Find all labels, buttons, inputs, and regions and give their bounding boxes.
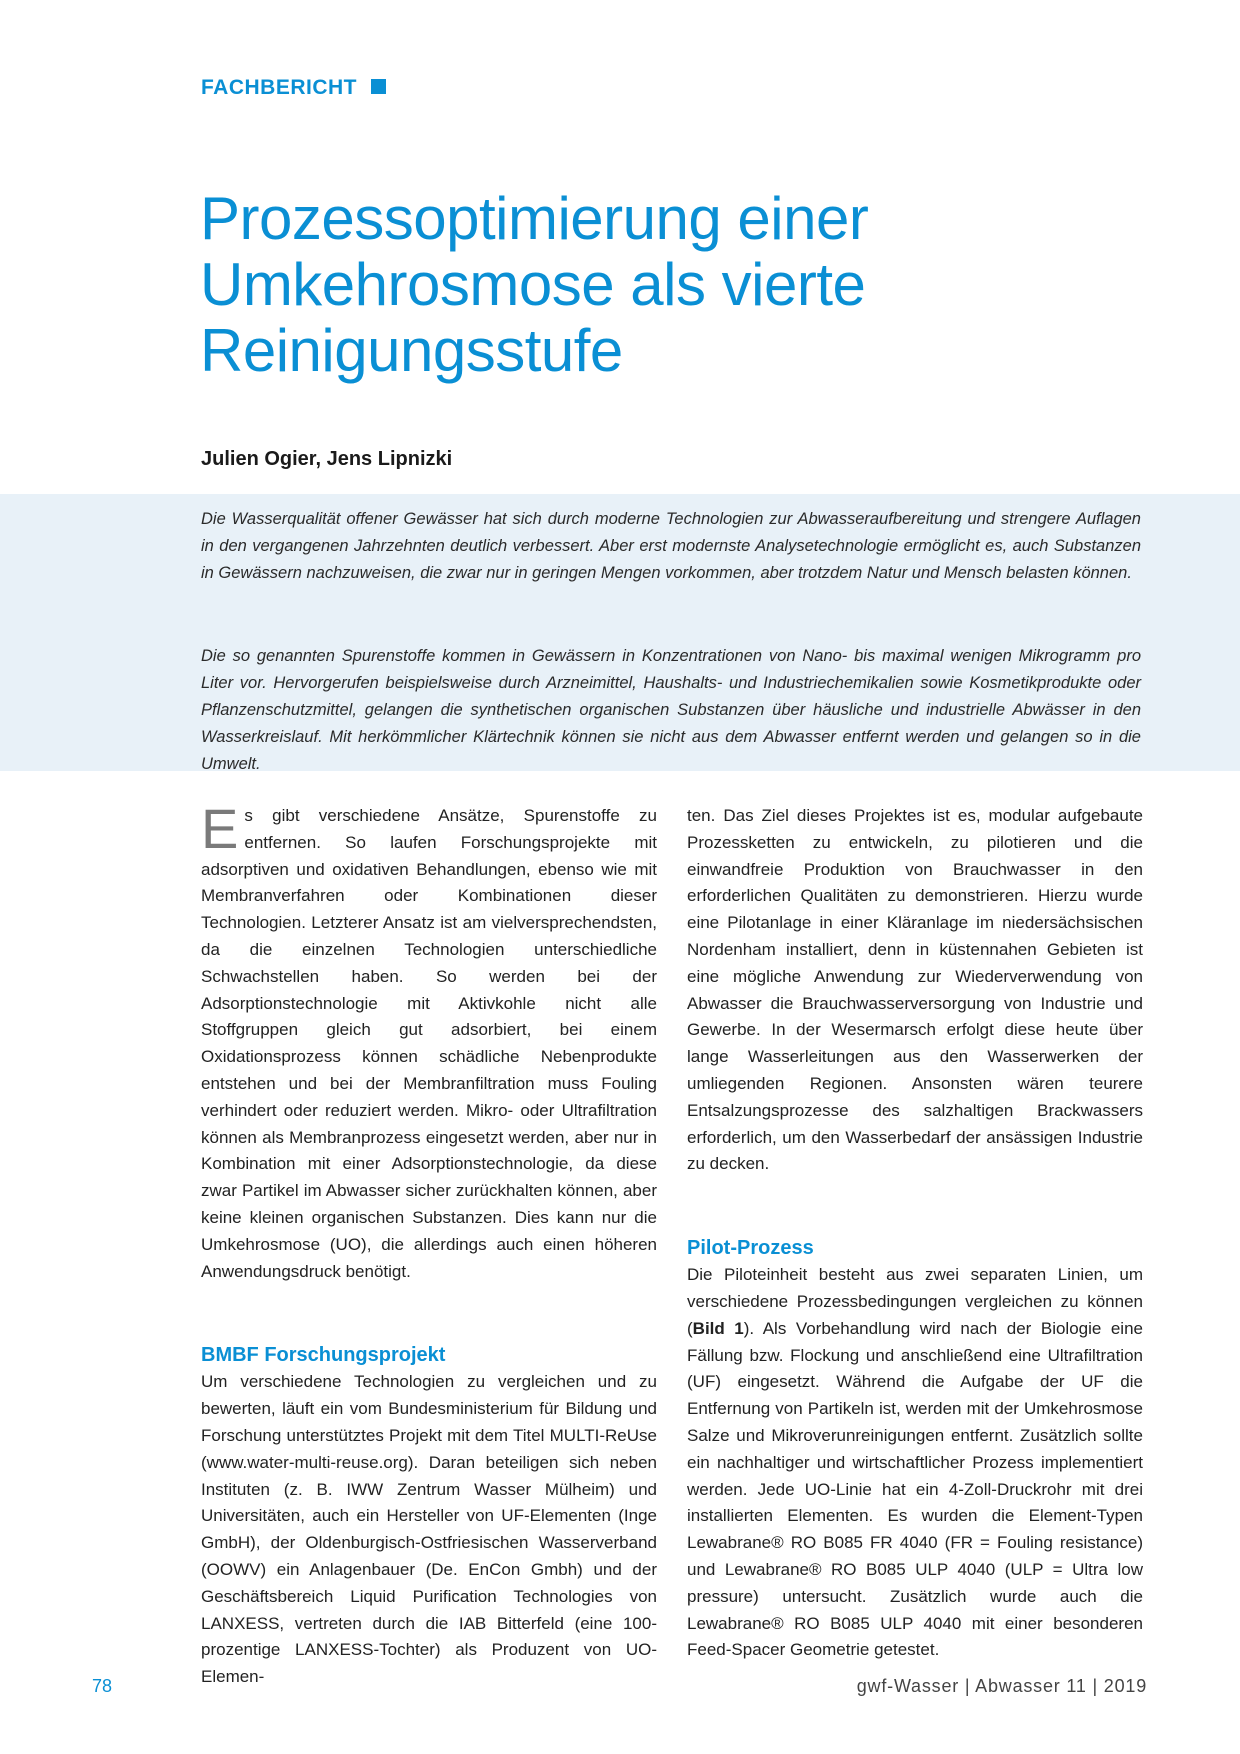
section-tag: [201, 76, 386, 100]
journal-footer: gwf-Wasser | Abwasser 11 | 2019: [856, 1676, 1147, 1696]
title-line-3: Reinigungsstufe: [200, 317, 623, 384]
section-heading-pilot: Pilot-Prozess: [687, 1237, 814, 1260]
spacer: [687, 1178, 1143, 1235]
pilot-text-before: Die Piloteinheit besteht aus zwei separaten Linien, um verschiedene Prozessbedingungen vergleichen zu können (: [687, 1265, 1143, 1338]
page-number: 78: [92, 1676, 113, 1696]
section-label: FACHBERICHT: [201, 76, 357, 99]
section-heading-bmbf: BMBF Forschungsprojekt: [201, 1344, 446, 1367]
abstract-paragraph-1: Die Wasserqualität offener Gewässer hat sich durch moderne Technologien zur Abwasseraufbereitung und strengere Auflagen in den vergangenen Jahrzehnten deutlich verbessert. Aber erst modernste Analysetechnologie ermöglicht es, auch Substanzen in Gewässern nachzuweisen, die zwar nur in geringen Mengen vorkommen, aber trotzdem Natur und Mensch belasten können.: [201, 510, 1141, 582]
figure-reference: Bild 1: [692, 1318, 744, 1338]
article-title: [200, 186, 1100, 384]
pilot-text-after: ). Als Vorbehandlung wird nach der Biologie eine Fällung bzw. Flockung und anschließend eine Ultrafiltration (UF) eingesetzt. Während die Aufgabe der UF die Entfernung von Partikeln ist, werden mit der Umkehrosmose Salze und Mikroverunreinigungen entfernt. Zusätzlich sollte ein nachhaltiger und wirtschaftlicher Prozess implementiert werden. Jede UO-Linie hat ein 4-Zoll-Druckrohr mit drei installierten Elementen. Es wurden die Element-Typen Lewabrane® RO B085 FR 4040 (FR = Fouling resistance) und Lewabrane® RO B085 ULP 4040 (ULP = Ultra low pressure) untersucht. Zusätzlich wurde auch die Lewabrane® RO B085 ULP 4040 mit einer besonderen Feed-Spacer Geometrie getestet.: [687, 1318, 1143, 1660]
section-square-icon: [371, 79, 386, 94]
article-authors: Julien Ogier, Jens Lipnizki: [201, 448, 453, 470]
abstract-box: [0, 494, 1240, 771]
dropcap: E: [201, 797, 239, 860]
title-line-2: Umkehrosmose als vierte: [200, 251, 866, 318]
continued-paragraph: ten. Das Ziel dieses Projektes ist es, modular aufgebaute Prozessketten zu entwickeln, zu pilotieren und die einwandfreie Produktion von Brauchwasser in den erforderlichen Qualitäten zu demonstrieren. Hierzu wurde eine Pilotanlage in einer Kläranlage im niedersächsischen Nordenham installiert, denn in küstennahen Gebieten ist eine mögliche Anwendung zur Wiederverwendung von Abwasser die Brauchwasserversorgung von Industrie und Gewerbe. In der Wesermarsch erfolgt diese heute über lange Wasserleitungen aus den Wasserwerken der umliegenden Regionen. Ansonsten wären teurere Entsalzungsprozesse des salzhaltigen Brackwassers erforderlich, um den Wasserbedarf der ansässigen Industrie zu decken.: [687, 806, 1143, 1174]
body-column-right: [687, 803, 1143, 1664]
intro-paragraph: [201, 797, 657, 1285]
abstract-paragraph-2: Die so genannten Spurenstoffe kommen in Gewässern in Konzentrationen von Nano- bis maximal wenigen Mikrogramm pro Liter vor. Hervorgerufen beispielsweise durch Arzneimittel, Haushalts- und Industriechemikalien sowie Kosmetikprodukte oder Pflanzenschutzmittel, gelangen die synthetischen organischen Substanzen über häusliche und industrielle Abwässer in den Wasserkreislauf. Mit herkömmlicher Klärtechnik können sie nicht aus dem Abwasser entfernt werden und gelangen so in die Umwelt.: [201, 647, 1141, 773]
spacer: [201, 1285, 657, 1342]
pilot-paragraph: [687, 1262, 1143, 1664]
body-column-left: [201, 797, 657, 1691]
intro-text: s gibt verschiedene Ansätze, Spurenstoffe zu entfernen. So laufen Forschungsprojekte mit adsorptiven und oxidativen Behandlungen, ebenso wie mit Membranverfahren oder Kombinationen dieser Technologien. Letzterer Ansatz ist am vielversprechendsten, da die einzelnen Technologien unterschiedliche Schwachstellen haben. So werden bei der Adsorptionstechnologie mit Aktivkohle nicht alle Stoffgruppen gleich gut adsorbiert, bei einem Oxidationsprozess können schädliche Nebenprodukte entstehen und bei der Membranfiltration muss Fouling verhindert oder reduziert werden. Mikro- oder Ultrafiltration können als Membranprozess eingesetzt werden, aber nur in Kombination mit einer Adsorptionstechnologie, da diese zwar Partikel im Abwasser sicher zurückhalten können, aber keine kleinen organischen Substanzen. Dies kann nur die Umkehrosmose (UO), die allerdings auch einen höheren Anwendungsdruck benötigt.: [201, 806, 657, 1281]
title-line-1: Prozessoptimierung einer: [200, 185, 869, 252]
bmbf-paragraph: Um verschiedene Technologien zu vergleichen und zu bewerten, läuft ein vom Bundesministerium für Bildung und Forschung unterstütztes Projekt mit dem Titel MULTI-ReUse (www.water-multi-reuse.org). Daran beteiligen sich neben Instituten (z. B. IWW Zentrum Wasser Mülheim) und Universitäten, auch ein Hersteller von UF-Elementen (Inge GmbH), der Oldenburgisch-Ostfriesischen Wasserverband (OOWV) ein Anlagenbauer (De. EnCon Gmbh) und der Geschäftsbereich Liquid Purification Technologies von LANXESS, vertreten durch die IAB Bitterfeld (eine 100-prozentige LANXESS-Tochter) als Produzent von UO-Elemen-: [201, 1372, 657, 1687]
